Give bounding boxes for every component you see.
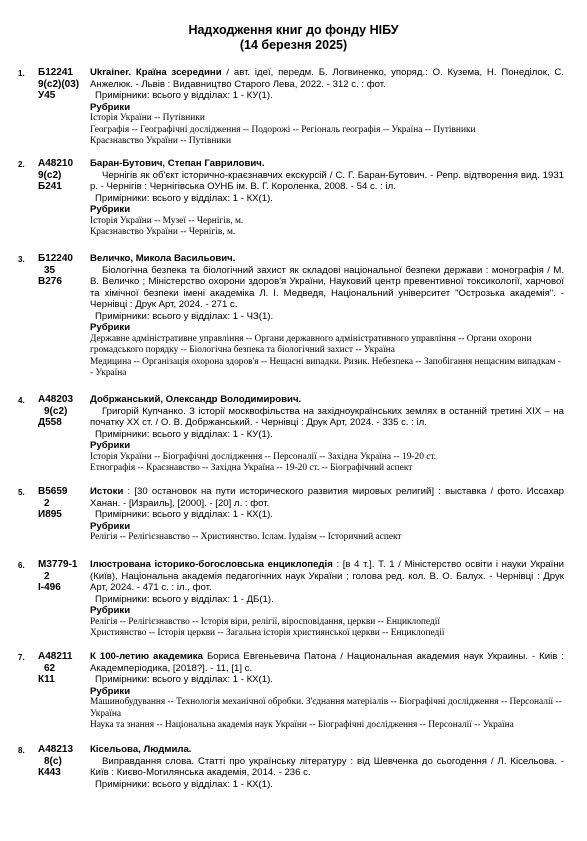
copies-value: 1 - КУ(1).	[232, 90, 273, 101]
shelf-code	[38, 253, 73, 288]
copies-label: Примірники: всього у відділах:	[95, 674, 231, 685]
classification-index: 9(с2)	[38, 169, 62, 181]
author-mark: К443	[38, 767, 61, 778]
bibliographic-description	[90, 394, 564, 475]
bibliographic-description	[90, 744, 564, 790]
rubrics-label: Рубрики	[90, 204, 131, 215]
entry-number: 1.	[18, 69, 25, 78]
rubric-line: Географія -- Географічні дослідження -- Подорожі -- Регіональ географія -- Україна -- Путівники	[90, 124, 476, 135]
author-mark: Б241	[38, 181, 62, 192]
rubric-line: Релігія -- Релігієзнавство -- Християнство. Іслам. Іудаїзм -- Історичний аспект	[90, 532, 402, 542]
bibliographic-description	[90, 158, 564, 239]
entry-number: 7.	[18, 653, 25, 662]
classification-index: 2	[44, 570, 50, 582]
classification-index: 62	[44, 662, 56, 674]
copies-label: Примірники: всього у відділах:	[95, 310, 231, 322]
copies-value: 1 - КХ(1).	[232, 778, 273, 790]
classification-index: 35	[44, 264, 56, 276]
copies-label: Примірники: всього у відділах:	[95, 192, 231, 204]
bibliographic-description	[90, 67, 564, 148]
entry-text: Григорій Купчанко. З історії москвофільства на західноукраїнських землях в останній третині ХІХ – на початку ХХ ст. / О. В. Добржанський. - Чернівці : Друк Арт, 2024. - 335 с. : іл.	[90, 405, 564, 428]
inventory-number: А48211	[38, 651, 73, 662]
rubric-line: Наука та знання -- Національна академія наук України -- Біографічні дослідження -- Персоналії -- Україна	[90, 720, 514, 730]
classification-index: 2	[44, 497, 50, 509]
copies-label: Примірники: всього у відділах:	[95, 593, 231, 605]
rubric-line: Етнографія -- Краєзнавство -- Західна Україна -- 19-20 ст. -- Біографічний аспект	[90, 463, 413, 473]
copies-label: Примірники: всього у відділах:	[95, 509, 231, 520]
copies-line	[90, 674, 564, 686]
entry-heading: Ukrainer. Країна зсередини	[90, 67, 222, 78]
copies-line	[90, 311, 564, 323]
copies-line	[90, 594, 564, 606]
entry-heading: Баран-Бутович, Степан Гаврилович.	[90, 158, 265, 169]
copies-line	[90, 509, 564, 521]
entry-text: Чернігів як об'єкт історично-краєзнавчих екскурсій / С. Г. Баран-Бутович. - Репр. відтворення вид. 1931 р. - Чернігів : Чернігівська ОУНБ ім. В. Г. Короленка, 2008. - 54 с. : іл.	[90, 169, 564, 192]
entry-number: 2.	[18, 160, 25, 169]
entry-number: 8.	[18, 746, 25, 755]
entry-text: Виправдання слова. Статті про українську літературу : від Шевченка до сьогодення / Л. Кісельова. - Київ : Києво-Могилянська академія, 2014. - 236 с.	[90, 755, 564, 778]
rubric-line: Історія України -- Музеї -- Чернігів, м.	[90, 215, 244, 226]
rubric-line: Християнство -- Історія церкви -- Загальна історія християнської церкви -- Енциклопедії	[90, 628, 445, 638]
shelf-code	[38, 559, 77, 594]
copies-line	[90, 779, 564, 791]
shelf-code	[38, 394, 73, 429]
classification-index: 8(с)	[44, 755, 62, 767]
title-line-2: (14 березня 2025)	[239, 38, 348, 52]
bibliographic-description	[90, 253, 564, 380]
rubric-line: Краєзнавство України -- Чернігів, м.	[90, 227, 236, 237]
copies-line	[90, 193, 564, 205]
rubrics-label: Рубрики	[90, 605, 131, 616]
rubrics-label: Рубрики	[90, 322, 131, 333]
rubric-line: Релігія -- Релігієзнавство -- Історія віри, релігії, віросповідання, церкви -- Енциклопедії	[90, 616, 440, 627]
copies-label: Примірники: всього у відділах:	[95, 428, 231, 440]
rubric-line: Краєзнавство України -- Путівники	[90, 136, 232, 146]
entry-number: 6.	[18, 561, 25, 570]
entry-number: 5.	[18, 488, 25, 497]
classification-index: 9(с2)	[44, 405, 68, 417]
inventory-number: А48213	[38, 744, 74, 755]
entry-text: : [30 остановок на пути исторического развития мировых религий] : выставка / фото. Иссахар Ханан. - [Израиль], [2000]. - [20] л. : фот.	[90, 486, 564, 509]
copies-value: 1 - ЧЗ(1).	[232, 310, 274, 322]
rubric-line: Медицина -- Організація охорона здоров'я -- Нещасні випадки. Ризик. Небезпека -- Запобігання нещасним випадкам -- Україна	[90, 356, 561, 378]
page-title	[0, 23, 587, 53]
entry-heading: Истоки	[90, 486, 124, 497]
rubric-line: Історія України -- Біографічні дослідження -- Персоналії -- Західна Україна -- 19-20 ст.	[90, 451, 437, 462]
entry-text: / авт. ідеї, передм. Б. Логвиненко, упоряд.: О. Кузема, Н. Понеділок, С. Анжелюк. - Львів : Видавництво Старого Лева, 2022. - 312 с. : фот.	[90, 67, 564, 90]
rubrics-label: Рубрики	[90, 520, 131, 532]
entry-number: 4.	[18, 396, 25, 405]
copies-line	[90, 90, 564, 102]
rubrics-label: Рубрики	[90, 101, 131, 113]
author-mark: И895	[38, 509, 62, 520]
shelf-code	[38, 67, 79, 102]
bibliographic-description	[90, 559, 564, 640]
inventory-number: Б12240	[38, 253, 73, 264]
copies-value: 1 - КХ(1).	[232, 509, 273, 520]
copies-value: 1 - КХ(1).	[232, 674, 273, 685]
shelf-code	[38, 486, 67, 521]
entry-text: Біологічна безпека та біологічний захист як складові національної безпеки держави : монографія / М. В. Величко ; Міністерство охорони здоров'я України, Науковий центр превентивної токсикології, харчової та хімічної безпеки імені академіка Л. І. Медведя, Національний університет "Острозька академія". - Чернівці : Друк Арт, 2024. - 271 с.	[90, 264, 564, 310]
copies-label: Примірники: всього у відділах:	[95, 778, 231, 790]
entry-heading: Добржанський, Олександр Володимирович.	[90, 394, 302, 405]
title-line-1: Надходження книг до фонду НІБУ	[188, 23, 399, 37]
entry-heading: Величко, Микола Васильович.	[90, 253, 236, 264]
copies-label: Примірники: всього у відділах:	[95, 90, 231, 101]
inventory-number: В5659	[38, 486, 68, 497]
rubric-line: Машинобудування -- Технологія механічної обробки. З'єднання матеріалів -- Біографічні дослідження -- Персоналії -- Україна	[90, 697, 562, 719]
bibliographic-description	[90, 486, 564, 544]
entry-text: Бориса Евгеньевича Патона / Национальная академия наук Украины. - Киів : Академперіодика, [2018?]. - 11, [1] с.	[90, 651, 564, 674]
inventory-number: А48203	[38, 394, 74, 405]
copies-value: 1 - КХ(1).	[232, 192, 273, 204]
inventory-number: Б12241	[38, 67, 73, 78]
shelf-code	[38, 158, 73, 193]
copies-value: 1 - ДБ(1).	[232, 593, 274, 605]
bibliographic-description	[90, 651, 564, 732]
entry-heading: К 100-летию академика	[90, 651, 203, 662]
author-mark: В276	[38, 276, 62, 287]
rubrics-label: Рубрики	[90, 685, 131, 697]
classification-index: 9(с2)(03)	[38, 78, 80, 90]
author-mark: І-496	[38, 582, 61, 593]
shelf-code	[38, 744, 73, 779]
copies-line	[90, 429, 564, 441]
entry-number: 3.	[18, 255, 25, 264]
shelf-code	[38, 651, 72, 686]
author-mark: У45	[38, 90, 56, 101]
rubrics-label: Рубрики	[90, 440, 131, 451]
author-mark: Д558	[38, 417, 62, 428]
copies-value: 1 - КУ(1).	[232, 428, 273, 440]
entry-heading: Ілюстрована історико-богословська енциклопедія	[90, 559, 333, 570]
entry-text: : [в 4 т.]. Т. 1 / Міністерство освіти і науки України (Київ), Національна академія педагогічних наук України ; голова ред. кол. В. О. Балух. - Чернівці : Друк Арт, 2024. - 471 с. : іл., фот.	[90, 559, 565, 593]
rubric-line: Державне адміністративне управління -- Органи державного адміністративного управління -- Органи охорони громадського порядку -- Біологічна безпека та біологічний захист -- Україна	[90, 333, 532, 355]
entry-heading: Кісельова, Людмила.	[90, 744, 192, 755]
inventory-number: А48210	[38, 158, 74, 169]
author-mark: К11	[38, 674, 55, 685]
rubric-line: Історія України -- Путівники	[90, 113, 205, 123]
inventory-number: М3779-1	[38, 559, 78, 570]
